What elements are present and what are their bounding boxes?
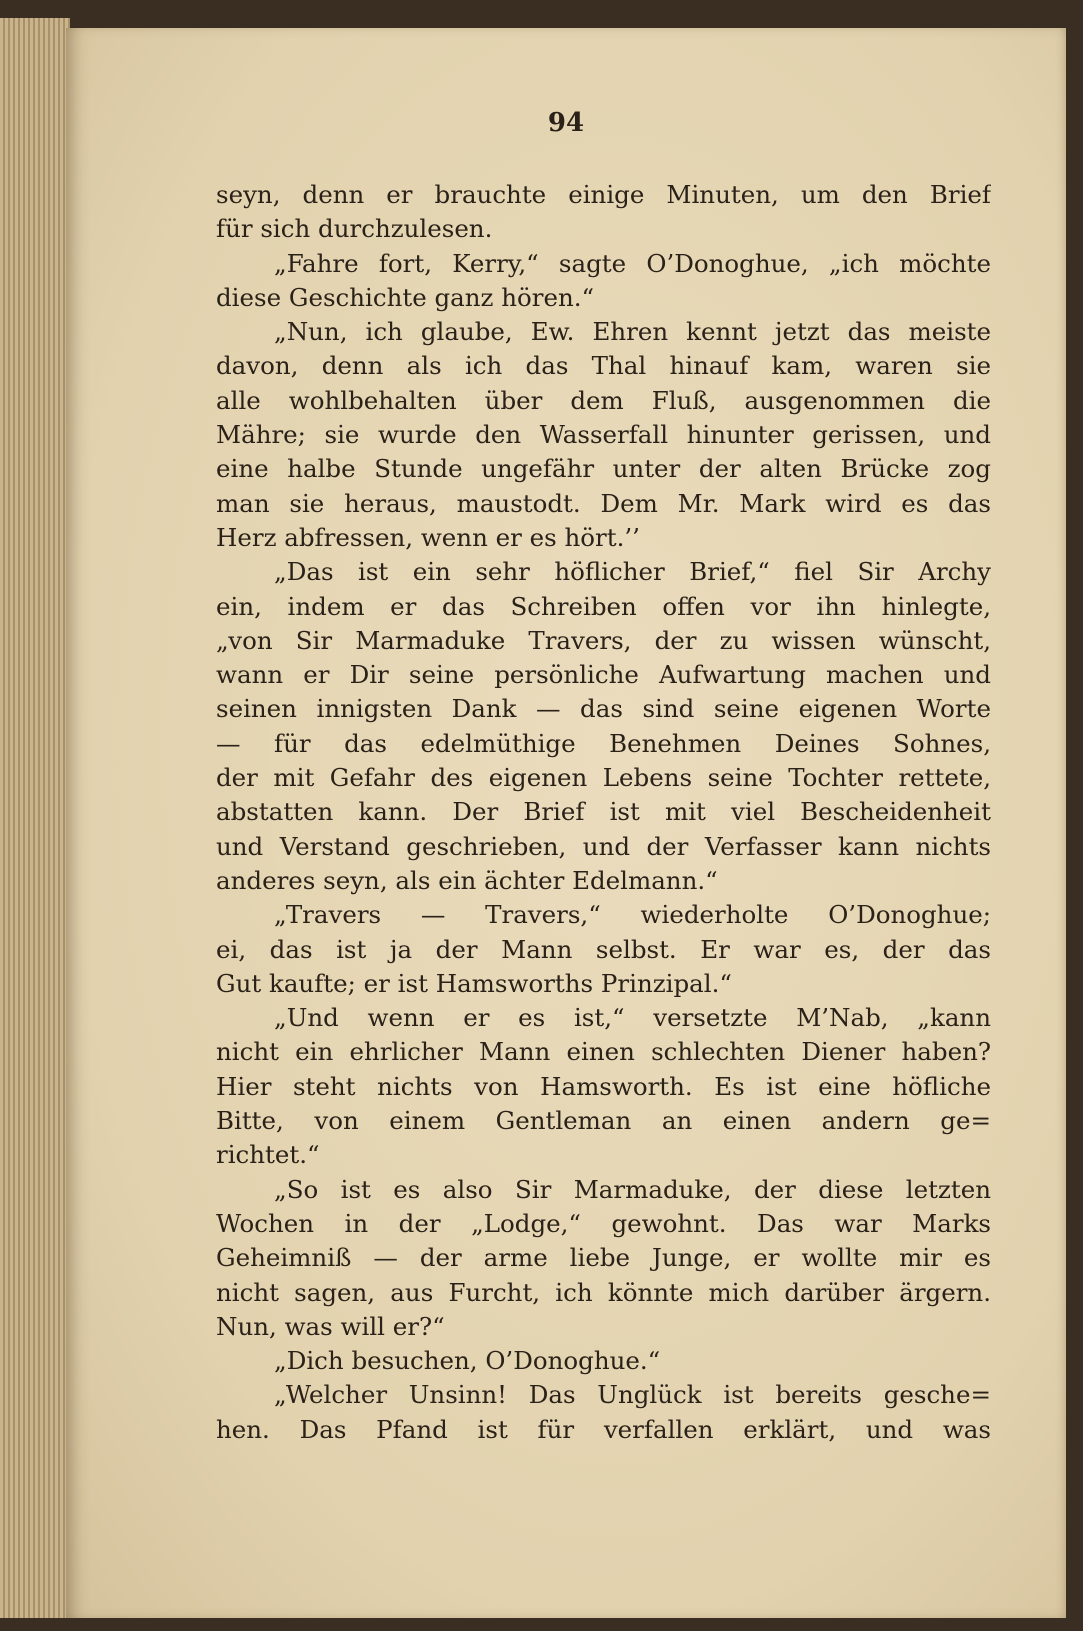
- text-line: „Das ist ein sehr höflicher Brief,“ fiel Sir Archy: [274, 557, 991, 587]
- text-line: nicht sagen, aus Furcht, ich könnte mich darüber ärgern.: [216, 1277, 991, 1307]
- text-line: abstatten kann. Der Brief ist mit viel Bescheidenheit: [216, 797, 991, 827]
- text-line: Hier steht nichts von Hamsworth. Es ist eine höfliche: [216, 1071, 991, 1101]
- text-line: „Welcher Unsinn! Das Unglück ist bereits gesche=: [274, 1380, 991, 1410]
- text-line: seyn, denn er brauchte einige Minuten, um den Brief: [216, 180, 991, 209]
- text-line: seinen innigsten Dank — das sind seine eigenen Worte: [216, 694, 991, 724]
- text-line: Wochen in der „Lodge,“ gewohnt. Das war Marks: [216, 1208, 991, 1238]
- page-edges: [0, 18, 70, 1618]
- text-line: „So ist es also Sir Marmaduke, der diese letzten: [274, 1174, 991, 1204]
- text-line: Herz abfressen, wenn er es hört.’’: [216, 522, 640, 552]
- text-line: der mit Gefahr des eigenen Lebens seine Tochter rettete,: [216, 763, 991, 793]
- text-line: Nun, was will er?“: [216, 1311, 445, 1341]
- text-line: nicht ein ehrlicher Mann einen schlechten Diener haben?: [216, 1037, 991, 1067]
- text-line: hen. Das Pfand ist für verfallen erklärt, und was: [216, 1414, 991, 1444]
- text-line: und Verstand geschrieben, und der Verfasser kann nichts: [216, 831, 991, 861]
- text-line: „Dich besuchen, O’Donoghue.“: [274, 1346, 661, 1376]
- text-line: anderes seyn, als ein ächter Edelmann.“: [216, 865, 718, 895]
- text-line: für sich durchzulesen.: [216, 214, 493, 244]
- text-line: richtet.“: [216, 1140, 320, 1170]
- text-line: man sie heraus, maustodt. Dem Mr. Mark wird es das: [216, 488, 991, 518]
- page-number: 94: [547, 108, 585, 138]
- text-line: Bitte, von einem Gentleman an einen andern ge=: [216, 1106, 991, 1136]
- text-line: Geheimniß — der arme liebe Junge, er wollte mir es: [216, 1243, 991, 1273]
- text-line: ei, das ist ja der Mann selbst. Er war es, der das: [216, 934, 991, 964]
- text-line: eine halbe Stunde ungefähr unter der alten Brücke zog: [216, 454, 991, 484]
- text-line: „Und wenn er es ist,“ versetzte M’Nab, „kann: [274, 1003, 991, 1033]
- text-line: „Nun, ich glaube, Ew. Ehren kennt jetzt das meiste: [274, 317, 991, 347]
- page-text: [216, 178, 991, 1447]
- text-line: — für das edelmüthige Benehmen Deines Sohnes,: [216, 728, 991, 758]
- text-line: davon, denn als ich das Thal hinauf kam, waren sie: [216, 351, 991, 381]
- text-line: alle wohlbehalten über dem Fluß, ausgenommen die: [216, 385, 991, 415]
- book-page: [66, 28, 1066, 1618]
- text-line: „Fahre fort, Kerry,“ sagte O’Donoghue, „ich möchte: [274, 248, 991, 278]
- text-line: „von Sir Marmaduke Travers, der zu wissen wünscht,: [216, 625, 991, 655]
- text-line: Gut kaufte; er ist Hamsworths Prinzipal.“: [216, 968, 732, 998]
- text-line: „Travers — Travers,“ wiederholte O’Donoghue;: [274, 900, 991, 930]
- text-line: Mähre; sie wurde den Wasserfall hinunter gerissen, und: [216, 420, 991, 450]
- text-line: wann er Dir seine persönliche Aufwartung machen und: [216, 660, 991, 690]
- text-line: ein, indem er das Schreiben offen vor ihn hinlegte,: [216, 591, 991, 621]
- text-line: diese Geschichte ganz hören.“: [216, 282, 595, 312]
